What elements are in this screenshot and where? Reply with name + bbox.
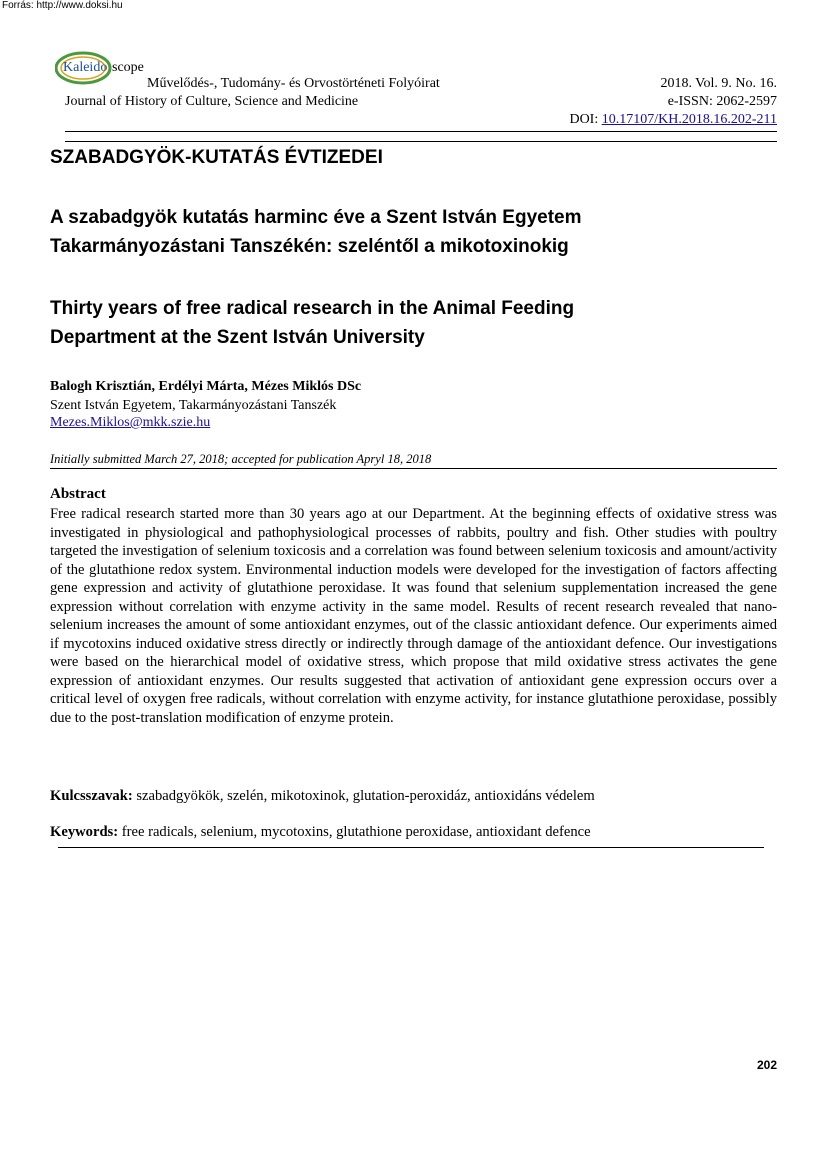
kulcsszavak-values: szabadgyökök, szelén, mikotoxinok, glutation-peroxidáz, antioxidáns védelem [132,788,595,804]
keywords-label: Keywords: [50,824,119,840]
keywords-line [50,824,591,841]
affiliation: Szent István Egyetem, Takarmányozástani Tanszék [50,398,337,413]
header-divider [65,131,777,132]
journal-title-en: Journal of History of Culture, Science and Medicine [65,94,359,109]
keywords-divider [58,847,764,848]
page-number: 202 [756,1058,777,1072]
journal-title-hu: Művelődés-, Tudomány- és Orvostörténeti Folyóirat [147,76,440,91]
submission-note: Initially submitted March 27, 2018; accepted for publication Apryl 18, 2018 [50,452,432,466]
doi-link[interactable]: 10.17107/KH.2018.16.202-211 [601,112,777,127]
logo-text-kaleido: Kaleido [63,60,108,75]
abstract-heading: Abstract [50,486,106,502]
title-hu-line-1: A szabadgyök kutatás harminc éve a Szent István Egyetem [50,207,582,228]
title-en-line-2: Department at the Szent István University [50,327,425,348]
keywords-values: free radicals, selenium, mycotoxins, glutathione peroxidase, antioxidant defence [118,824,591,840]
logo-text-scope: scope [112,60,144,75]
authors: Balogh Krisztián, Erdélyi Márta, Mézes Miklós DSc [50,379,362,394]
doi-label: DOI: [569,112,602,127]
issn-info: e-ISSN: 2062-2597 [667,94,777,109]
email-link[interactable]: Mezes.Miklos@mkk.szie.hu [50,415,211,430]
doi-line [569,111,777,128]
header-divider-2 [65,141,777,142]
source-note: Forrás: http://www.doksi.hu [2,0,123,11]
submission-divider [50,468,777,469]
title-hu-line-2: Takarmányozástani Tanszékén: szeléntől a mikotoxinokig [50,236,569,257]
title-en-line-1: Thirty years of free radical research in the Animal Feeding [50,298,575,319]
issue-info: 2018. Vol. 9. No. 16. [660,76,777,91]
abstract-text: Free radical research started more than 30 years ago at our Department. At the beginning effects of oxidative stress was investigated in physiological and pathophysiological processes of rabbits, poultry and fish. Other studies with poultry targeted the investigation of selenium toxicosis and a correlation was found between selenium toxicosis and amount/activity of the glutathione redox system. Environmental induction models were developed for the investigation of factors affecting gene expression and activity of glutathione peroxidase. It was found that selenium supplementation increased the gene expression without correlation with enzyme activity in the same model. Results of recent research revealed that nano-selenium increases the amount of some antioxidant enzymes, out of the classic antioxidant defence. Our experiments aimed if mycotoxins induced oxidative stress directly or indirectly through damage of the antioxidant defence. Our investigations were based on the hierarchical model of oxidative stress, which propose that mild oxidative stress activates the gene expression of antioxidant enzymes. Our results suggested that activation of antioxidant gene expression occurs over a critical level of oxygen free radicals, without correlation with enzyme activity, for instance glutathione peroxidase, possibly due to the post-translation modification of enzyme protein. [50,506,777,726]
kulcsszavak-label: Kulcsszavak: [50,788,133,804]
section-title: SZABADGYÖK-KUTATÁS ÉVTIZEDEI [50,147,383,168]
kaleidoscope-logo [55,51,147,87]
kulcsszavak-line [50,788,595,805]
